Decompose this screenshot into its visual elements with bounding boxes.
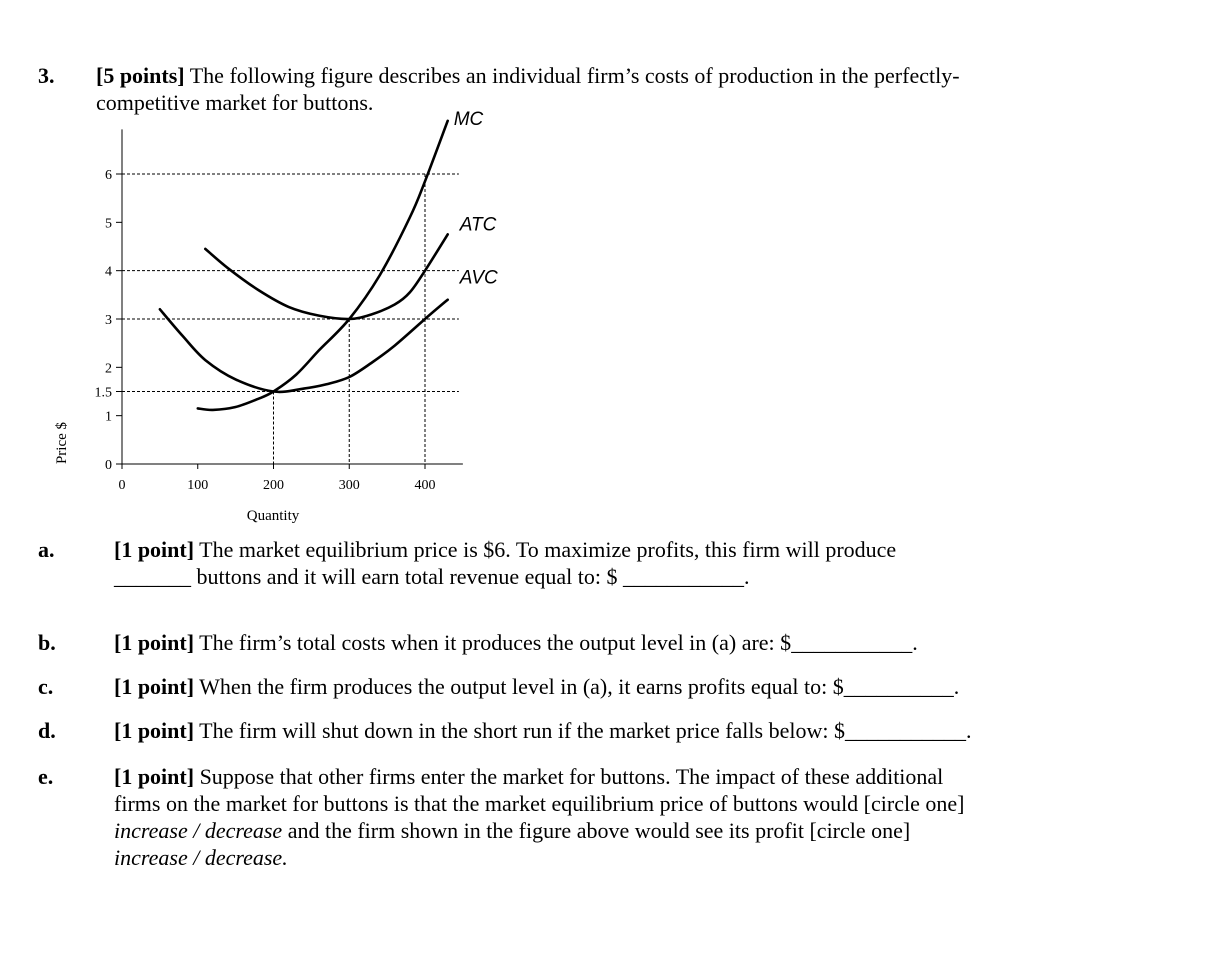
mc-curve [198,121,448,410]
part-d-text: The firm will shut down in the short run if the market price falls below: $ [199,718,845,743]
question-points: [5 points] [96,63,185,88]
x-axis-label: Quantity [246,508,300,524]
mc-label: MC [453,108,484,130]
part-e-line2: firms on the market for buttons is that the market equilibrium price of buttons would [circle one] [114,791,965,816]
part-d [114,717,1219,744]
part-b-text: The firm’s total costs when it produces the output level in (a) are: $ [199,630,792,655]
x-tick-label: 0 [118,478,126,493]
part-d-end: . [965,718,972,743]
atc-curve [205,234,447,319]
part-e-line1: Suppose that other firms enter the market for buttons. The impact of these additional [199,764,944,789]
question-intro [96,62,1206,116]
avc-curve [160,300,448,392]
y-tick-label: 4 [105,264,112,280]
part-d-letter: d. [38,718,56,743]
part-c-blank[interactable]: __________ [843,674,954,699]
y-tick-label: 3 [105,313,112,328]
part-a-line2: buttons and it will earn total revenue equal to: $ [191,564,623,589]
y-tick-label: 2 [105,361,112,377]
avc-label: AVC [459,267,498,289]
part-c-end: . [953,674,960,699]
part-a-line1: The market equilibrium price is $6. To maximize profits, this firm will produce [199,537,897,562]
y-tick-label: 6 [105,168,112,183]
y-tick-label: 0 [105,458,112,473]
part-a-revenue-blank[interactable]: ___________ [622,564,744,589]
part-b-end: . [912,630,918,655]
question-intro-line2: competitive market for buttons. [96,90,374,115]
part-b [114,629,1214,656]
part-c-letter: c. [38,674,54,699]
part-e-choice-profit[interactable]: increase / decrease. [114,845,288,870]
x-tick-label: 400 [414,478,436,493]
part-b-letter: b. [38,630,56,655]
part-d-blank[interactable]: ___________ [844,718,966,743]
y-tick-label: 5 [105,216,112,232]
part-c-text: When the firm produces the output level in (a), it earns profits equal to: $ [199,674,844,699]
question-number: 3. [38,63,55,88]
part-b-blank[interactable]: ___________ [791,630,913,655]
part-e [114,763,1214,871]
part-a-end: . [743,564,750,589]
cost-curves-chart [40,108,510,528]
part-a [114,536,1214,590]
question-intro-line1: The following figure describes an individual firm’s costs of production in the perfectly- [189,63,960,88]
part-e-letter: e. [38,764,54,789]
part-b-points: [1 point] [114,630,195,655]
part-e-line3: and the firm shown in the figure above would see its profit [circle one] [282,818,911,843]
x-tick-label: 200 [263,478,284,493]
part-a-letter: a. [38,537,55,562]
x-tick-label: 300 [338,478,360,493]
x-tick-label: 100 [187,478,209,493]
part-d-points: [1 point] [114,718,195,743]
part-a-points: [1 point] [114,537,195,562]
atc-label: ATC [459,214,497,236]
y-axis-label: Price $ [54,421,70,465]
part-c-points: [1 point] [114,674,195,699]
part-e-points: [1 point] [114,764,195,789]
y-tick-label: 1 [105,409,112,425]
part-c [114,673,1214,700]
part-e-choice-price[interactable]: increase / decrease [114,818,283,843]
y-tick-label: 1.5 [94,385,112,401]
part-a-quantity-blank[interactable]: _______ [114,564,191,589]
